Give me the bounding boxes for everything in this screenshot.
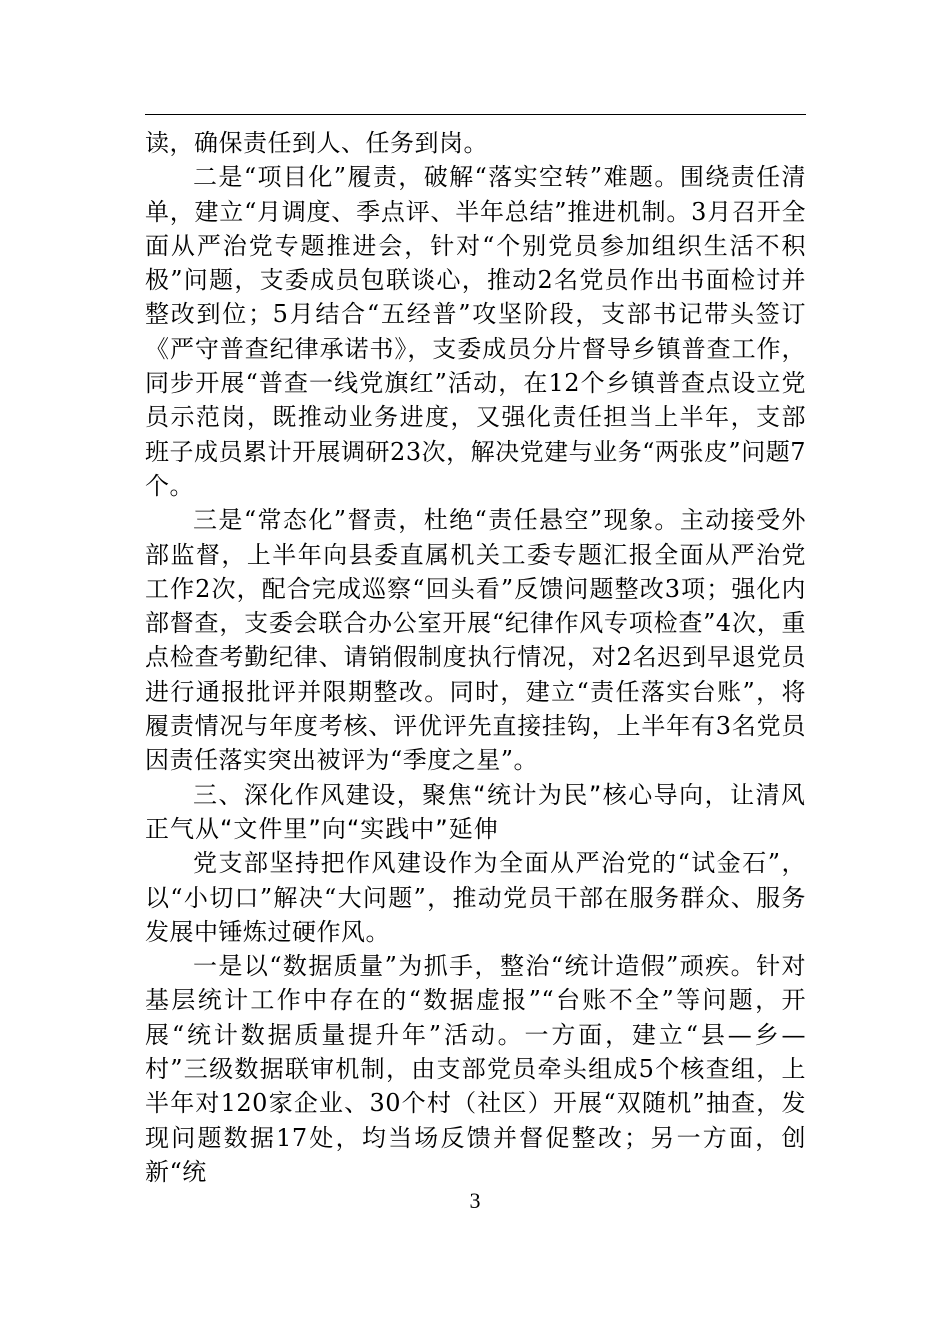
header-rule [145, 114, 806, 115]
document-body [145, 126, 806, 1189]
paragraph-continuation: 读，确保责任到人、任务到岗。 [145, 129, 488, 157]
paragraph-style-intro: 党支部坚持把作风建设作为全面从严治党的“试金石”，以“小切口”解决“大问题”，推动党员干部在服务群众、服务发展中锤炼过硬作风。 [145, 849, 806, 946]
paragraph-routine-supervision: 三是“常态化”督责，杜绝“责任悬空”现象。主动接受外部监督，上半年向县委直属机关工委专题汇报全面从严治党工作2次，配合完成巡察“回头看”反馈问题整改3项；强化内部督查，支委会联合办公室开展“纪律作风专项检查”4次，重点检查考勤纪律、请销假制度执行情况，对2名迟到早退党员进行通报批评并限期整改。同时，建立“责任落实台账”，将履责情况与年度考核、评优评先直接挂钩，上半年有3名党员因责任落实突出被评为“季度之星”。 [145, 506, 806, 775]
paragraph-data-quality: 一是以“数据质量”为抓手，整治“统计造假”顽疾。针对基层统计工作中存在的“数据虚报”“台账不全”等问题，开展“统计数据质量提升年”活动。一方面，建立“县—乡—村”三级数据联审机制，由支部党员牵头组成5个核查组，上半年对120家企业、30个村（社区）开展“双随机”抽查，发现问题数据17处，均当场反馈并督促整改；另一方面，创新“统 [145, 952, 806, 1186]
section-heading: 三、深化作风建设，聚焦“统计为民”核心导向，让清风正气从“文件里”向“实践中”延伸 [145, 780, 806, 843]
paragraph-project-responsibility: 二是“项目化”履责，破解“落实空转”难题。围绕责任清单，建立“月调度、季点评、半年总结”推进机制。3月召开全面从严治党专题推进会，针对“个别党员参加组织生活不积极”问题，支委成员包联谈心，推动2名党员作出书面检讨并整改到位；5月结合“五经普”攻坚阶段，支部书记带头签订《严守普查纪律承诺书》，支委成员分片督导乡镇普查工作，同步开展“普查一线党旗红”活动，在12个乡镇普查点设立党员示范岗，既推动业务进度，又强化责任担当上半年，支部班子成员累计开展调研23次，解决党建与业务“两张皮”问题7个。 [145, 163, 806, 500]
page-number: 3 [469, 1188, 481, 1213]
